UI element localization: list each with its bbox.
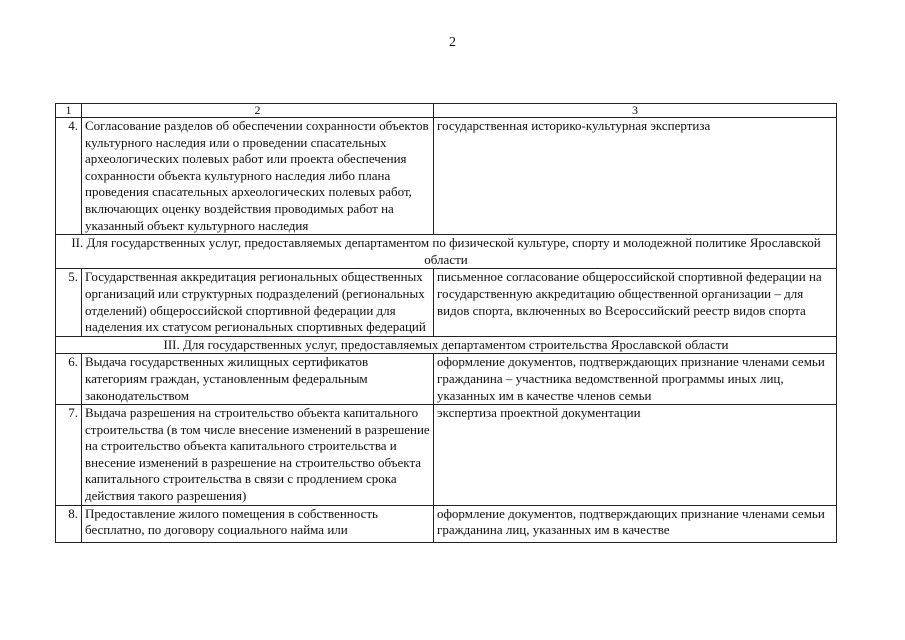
table-row <box>56 405 837 506</box>
service-name-cell: Выдача разрешения на строительство объекта капитального строительства (в том числе внесение изменений в разрешение на строительство объекта капитального строительства и внесение изменений в разрешение на строительство объекта капитального строительства в связи с продлением срока действия такого разрешения) <box>82 405 434 506</box>
table-row <box>56 118 837 235</box>
service-name-cell: Выдача государственных жилищных сертификатов категориям граждан, установленным федеральным законодательством <box>82 354 434 405</box>
table-row <box>56 505 837 542</box>
page-number: 2 <box>449 35 456 50</box>
row-number: 4. <box>56 118 82 235</box>
table-row <box>56 354 837 405</box>
required-service-cell: экспертиза проектной документации <box>434 405 837 506</box>
column-number-1: 1 <box>56 104 82 118</box>
row-number: 8. <box>56 505 82 542</box>
row-number: 6. <box>56 354 82 405</box>
service-name-cell: Согласование разделов об обеспечении сохранности объектов культурного наследия или о проведении спасательных археологических полевых работ или проекта обеспечения сохранности объекта культурного наследия либо плана проведения спасательных археологических полевых работ, включающих оценку воздействия проводимых работ на указанный объект культурного наследия <box>82 118 434 235</box>
required-service-cell: государственная историко-культурная экспертиза <box>434 118 837 235</box>
row-number: 5. <box>56 269 82 336</box>
required-service-cell: письменное согласование общероссийской спортивной федерации на государственную аккредитацию общественной организации – для видов спорта, включенных во Всероссийский реестр видов спорта <box>434 269 837 336</box>
table-header-row <box>56 104 837 118</box>
section-heading: II. Для государственных услуг, предоставляемых департаментом по физической культуре, спорту и молодежной политике Ярославской области <box>56 235 837 269</box>
service-name-cell: Государственная аккредитация региональных общественных организаций или структурных подразделений (региональных отделений) общероссийской спортивной федерации для наделения их статусом региональных спортивных федераций <box>82 269 434 336</box>
required-service-cell: оформление документов, подтверждающих признание членами семьи гражданина – участника ведомственной программы иных лиц, указанных им в качестве членов семьи <box>434 354 837 405</box>
row-number: 7. <box>56 405 82 506</box>
section-row <box>56 336 837 354</box>
column-number-2: 2 <box>82 104 434 118</box>
service-name-cell: Предоставление жилого помещения в собственность бесплатно, по договору социального найма или <box>82 505 434 542</box>
section-row <box>56 235 837 269</box>
required-service-cell: оформление документов, подтверждающих признание членами семьи гражданина лиц, указанных им в качестве <box>434 505 837 542</box>
services-table <box>55 103 837 543</box>
column-number-3: 3 <box>434 104 837 118</box>
section-heading: III. Для государственных услуг, предоставляемых департаментом строительства Ярославской области <box>56 336 837 354</box>
table-row <box>56 269 837 336</box>
